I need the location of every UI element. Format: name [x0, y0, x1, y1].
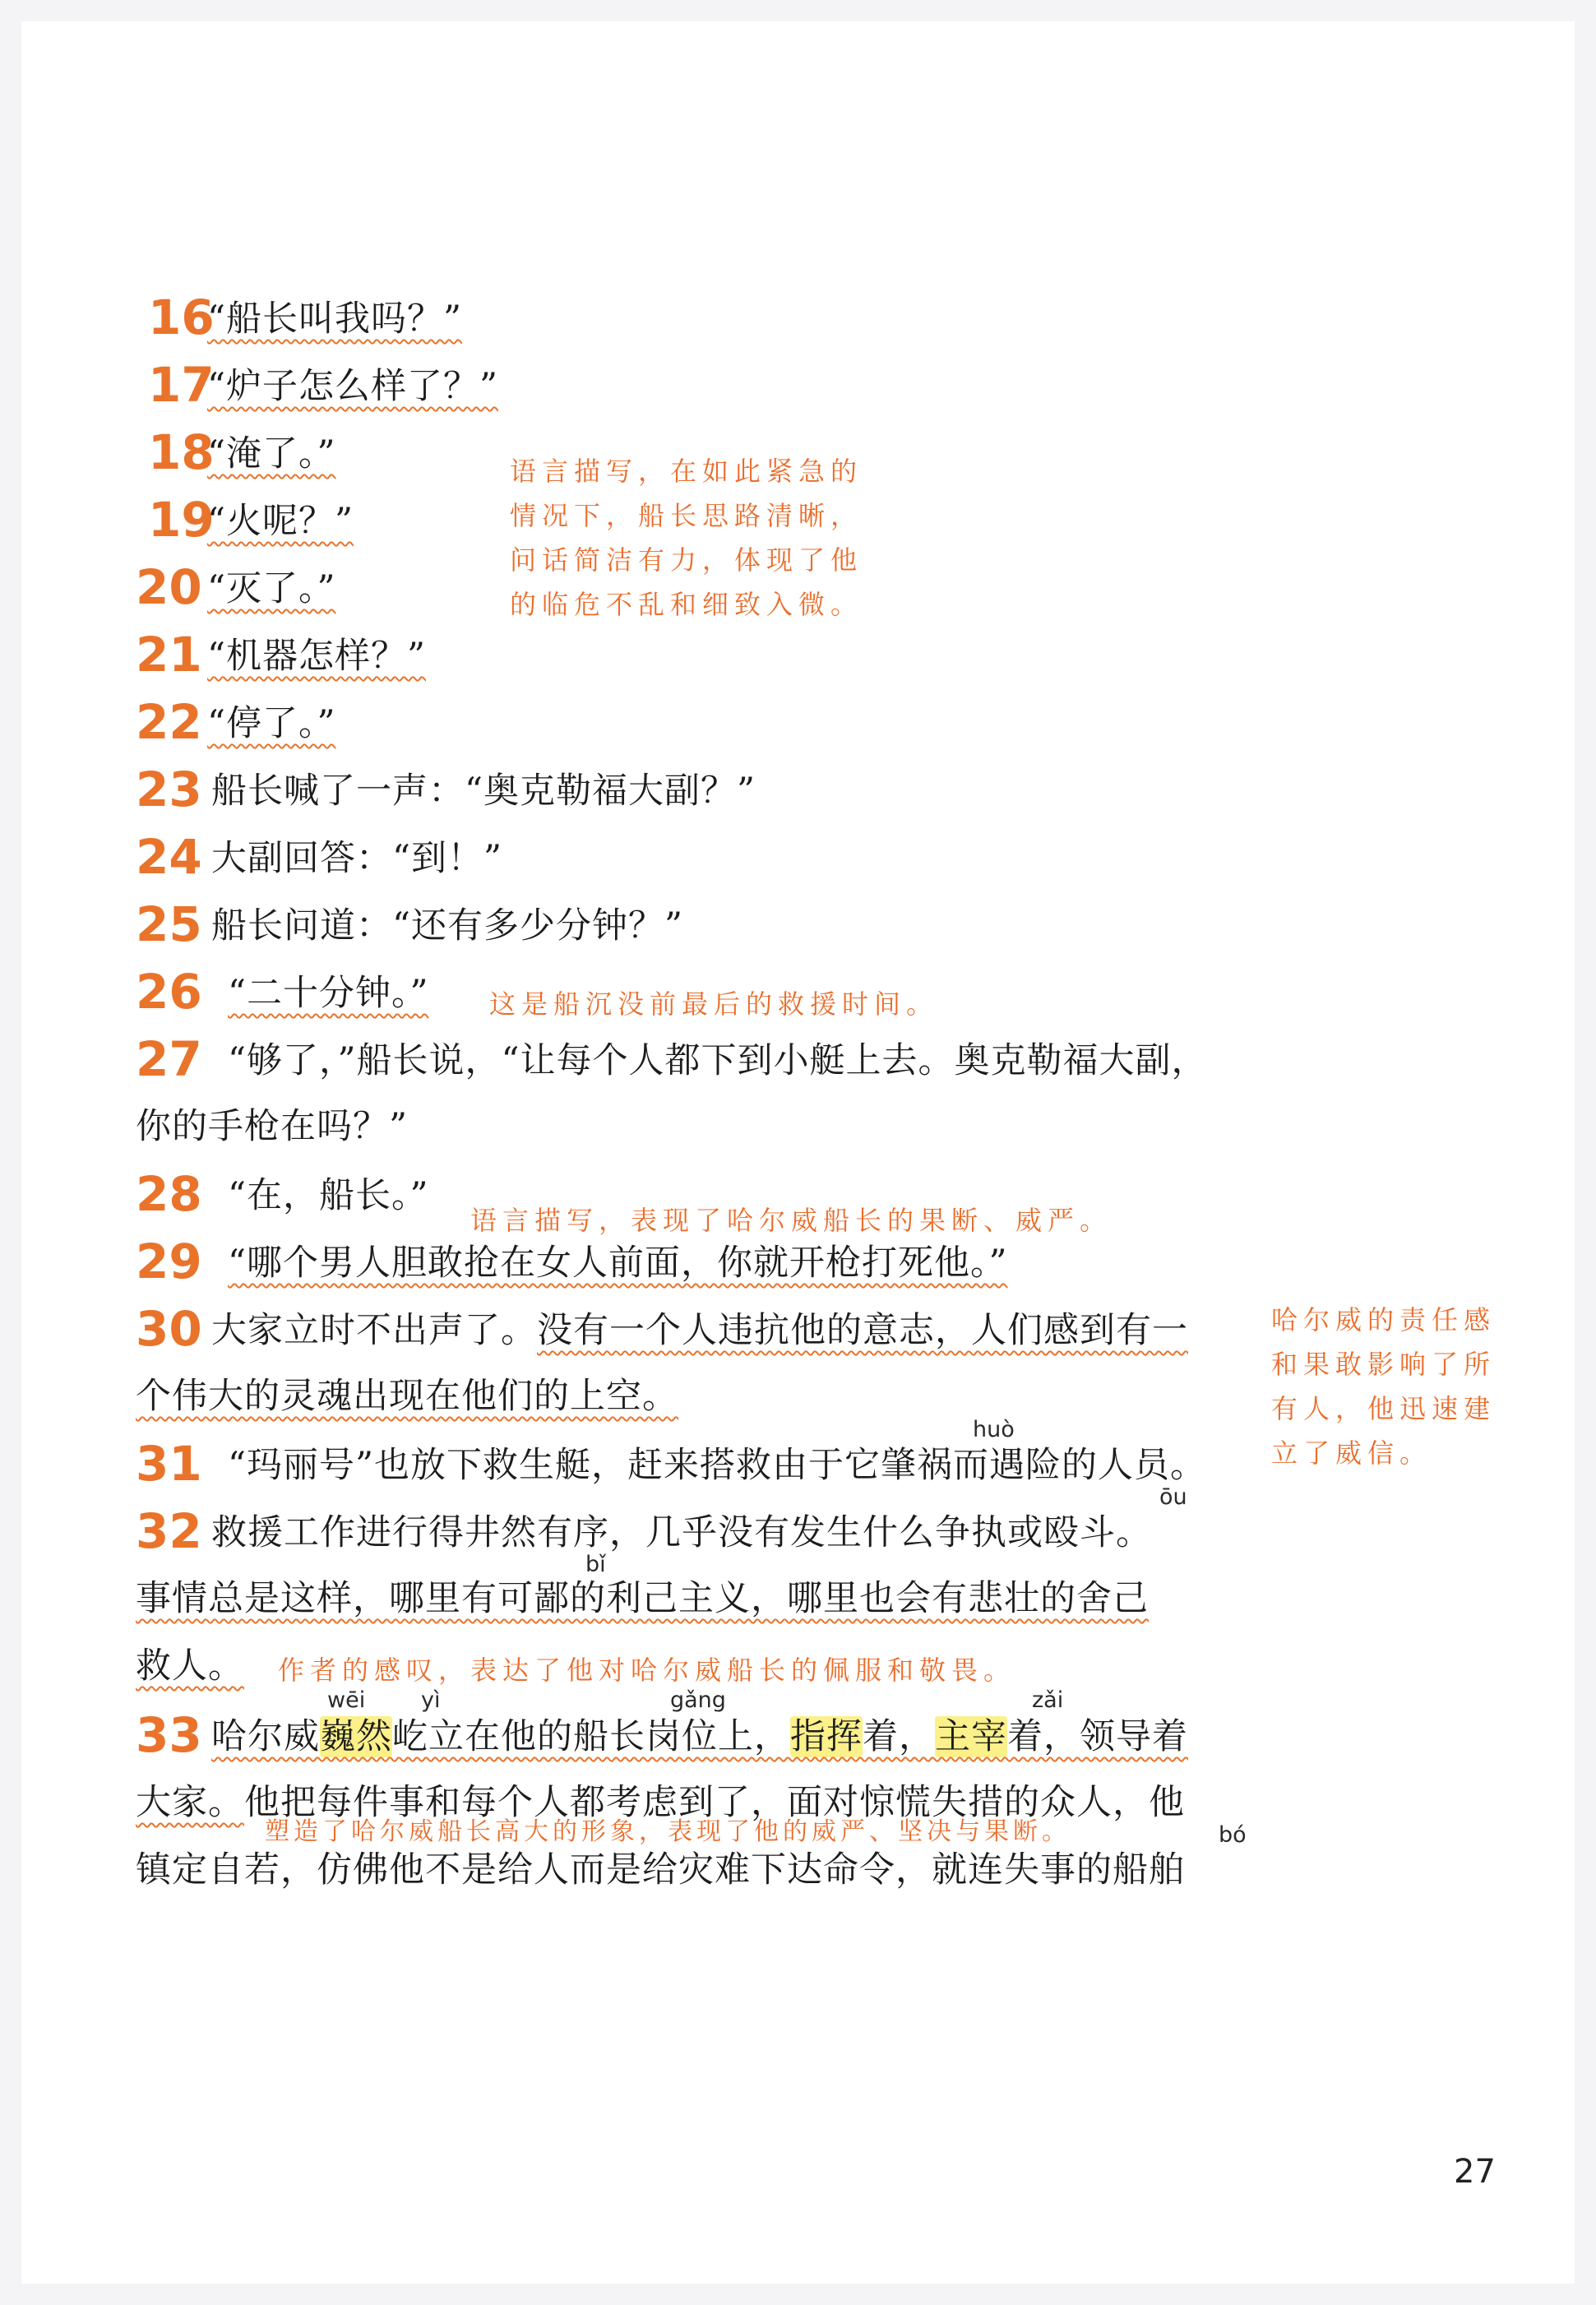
- line-24: [136, 829, 502, 885]
- line-31: [136, 1436, 1206, 1492]
- line-text: “船长叫我吗？”: [207, 299, 462, 340]
- annotation-captain-image: 塑造了哈尔威船长高大的形象，表现了他的威严、坚决与果断。: [265, 1817, 1071, 1846]
- highlight-zhihui: 指挥: [790, 1716, 863, 1757]
- annotation-captain-decisive: 语言描写，表现了哈尔威船长的果断、威严。: [470, 1205, 1113, 1236]
- line-29: [136, 1233, 1008, 1289]
- line-text: “机器怎样？”: [207, 636, 426, 677]
- line-number: 21: [136, 627, 202, 683]
- line-number: 25: [136, 896, 202, 952]
- line-25: [136, 896, 683, 952]
- line-30: [136, 1301, 1188, 1357]
- line-23: [136, 761, 756, 817]
- line-text-plain: 大家立时不出声了。: [211, 1310, 537, 1351]
- line-number: 19: [148, 492, 215, 548]
- line-27: [136, 1031, 1208, 1087]
- line-33-continued-2: 镇定自若，仿佛他不是给人而是给灾难下达命令，就连失事的船舶: [136, 1849, 1185, 1891]
- pinyin-zai: zǎi: [1032, 1687, 1064, 1713]
- line-number: 30: [136, 1301, 202, 1357]
- line-number: 24: [136, 829, 202, 885]
- line-number: 27: [136, 1031, 202, 1087]
- line-28: [136, 1166, 429, 1222]
- page-number: 27: [1454, 2153, 1496, 2191]
- line-number: 32: [136, 1503, 202, 1559]
- line-33: [136, 1707, 1188, 1763]
- line-text: “灭了。”: [207, 568, 336, 609]
- line-number: 29: [136, 1233, 202, 1289]
- line-27-continued: 你的手枪在吗？”: [136, 1106, 408, 1147]
- line-number: 22: [136, 694, 202, 750]
- line-text: “玛丽号”也放下救生艇，赶来搭救由于它肇祸而遇险的人员。: [228, 1445, 1206, 1486]
- line-32: [136, 1503, 1152, 1559]
- annotation-responsibility: 哈尔威的责任感 和果敢影响了所 有人，他迅速建 立了威信。: [1271, 1304, 1497, 1469]
- line-text: 没有一个人违抗他的意志，人们感到有一: [537, 1310, 1188, 1351]
- line-17: [148, 357, 498, 413]
- line-18: [148, 424, 336, 480]
- line-16: [148, 289, 462, 345]
- annotation-author-sigh: 作者的感叹，表达了他对哈尔威船长的佩服和敬畏。: [278, 1655, 1016, 1686]
- line-number: 31: [136, 1436, 202, 1492]
- line-text: “火呢？”: [207, 501, 354, 542]
- line-text: “哪个男人胆敢抢在女人前面，你就开枪打死他。”: [228, 1243, 1008, 1284]
- line-text: “停了。”: [207, 703, 336, 744]
- line-number: 28: [136, 1166, 202, 1222]
- line-text: 哈尔威巍然屹立在他的船长岗位上，指挥着，主宰着，领导着: [211, 1716, 1188, 1757]
- pinyin-ou: ōu: [1159, 1484, 1187, 1510]
- line-22: [136, 694, 336, 750]
- annotation-language-description: 语言描写，在如此紧急的 情况下，船长思路清晰， 问话简洁有力，体现了他 的临危不乱和细致入微。: [510, 456, 863, 620]
- line-text: “二十分钟。”: [228, 973, 429, 1014]
- line-text: “淹了。”: [207, 433, 336, 474]
- line-number: 20: [136, 559, 202, 615]
- highlight-weiran: 巍然: [320, 1716, 392, 1757]
- line-number: 18: [148, 424, 215, 480]
- pinyin-yi: yì: [421, 1687, 441, 1713]
- line-text: 船长问道：“还有多少分钟？”: [211, 905, 683, 947]
- line-21: [136, 627, 426, 683]
- line-33-continued: 大家。他把每件事和每个人都考虑到了，面对惊慌失措的众人，他: [136, 1782, 1185, 1823]
- line-text: 大副回答：“到！”: [211, 838, 502, 879]
- line-32-continued-2: 救人。: [136, 1645, 244, 1687]
- pinyin-wei: wēi: [327, 1687, 366, 1713]
- line-text: 船长喊了一声：“奥克勒福大副？”: [211, 771, 756, 812]
- line-number: 16: [148, 289, 215, 345]
- line-19: [148, 492, 354, 548]
- pinyin-gang: gǎng: [670, 1687, 726, 1713]
- pinyin-bi: bǐ: [585, 1552, 606, 1577]
- pinyin-bo: bó: [1219, 1822, 1247, 1848]
- line-text: “在，船长。”: [228, 1175, 429, 1216]
- line-text: 救援工作进行得井然有序，几乎没有发生什么争执或殴斗。: [211, 1512, 1152, 1553]
- line-26: [136, 964, 429, 1020]
- line-number: 23: [136, 761, 202, 817]
- line-text: “够了，”船长说，“让每个人都下到小艇上去。奥克勒福大副，: [228, 1040, 1208, 1081]
- pinyin-huo: huò: [973, 1417, 1015, 1442]
- line-number: 17: [148, 357, 215, 413]
- highlight-zhuzai: 主宰: [935, 1716, 1007, 1757]
- line-30-continued: 个伟大的灵魂出现在他们的上空。: [136, 1376, 678, 1417]
- annotation-rescue-time: 这是船沉没前最后的救援时间。: [489, 988, 939, 1020]
- line-number: 33: [136, 1707, 202, 1763]
- line-text: “炉子怎么样了？”: [207, 366, 498, 407]
- line-20: [136, 559, 336, 615]
- line-32-continued: 事情总是这样，哪里有可鄙的利己主义，哪里也会有悲壮的舍己: [136, 1578, 1149, 1619]
- line-number: 26: [136, 964, 202, 1020]
